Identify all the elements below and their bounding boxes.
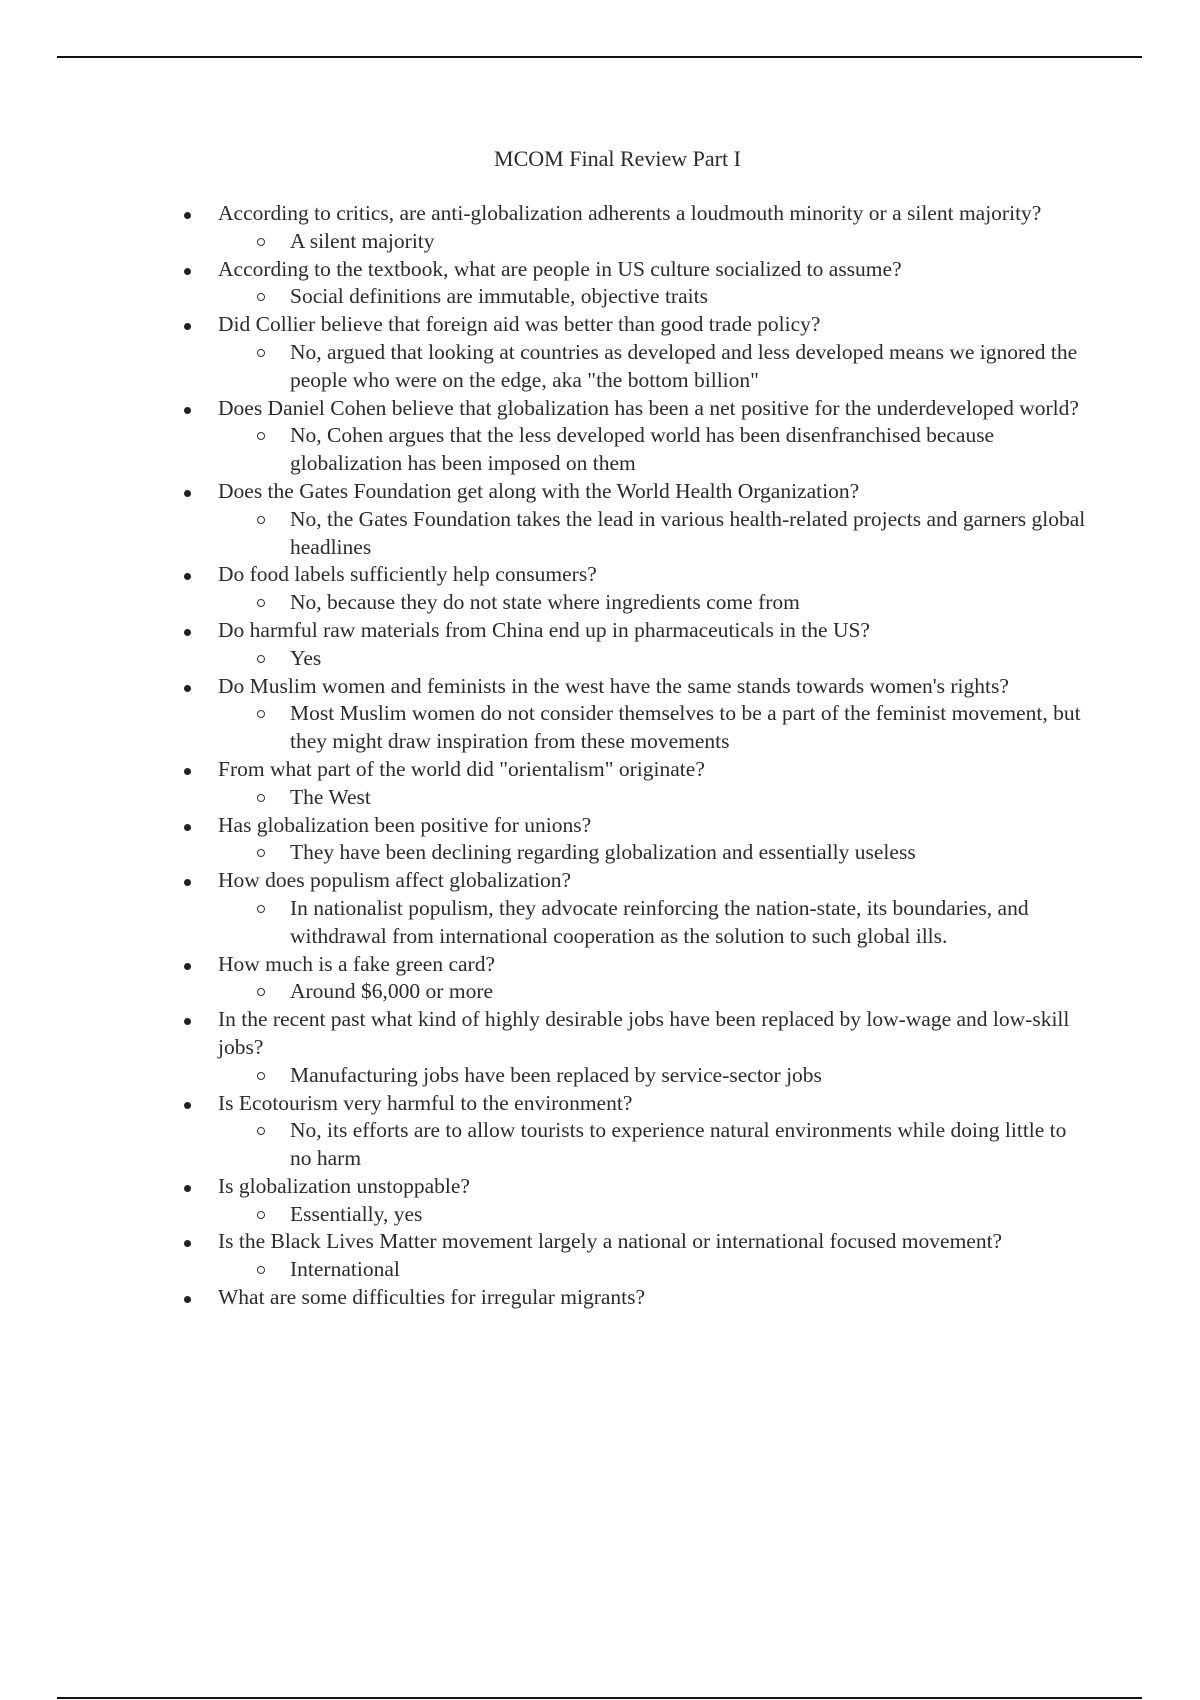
- question-item: [180, 311, 1090, 394]
- question-text: Did Collier believe that foreign aid was better than good trade policy?: [218, 312, 821, 337]
- question-item: [180, 867, 1090, 950]
- answer-item: [290, 1062, 1090, 1090]
- question-text: Is Ecotourism very harmful to the environment?: [218, 1090, 633, 1115]
- filled-bullet-icon: [184, 1018, 191, 1025]
- filled-bullet-icon: [184, 879, 191, 886]
- answer-item: [290, 1117, 1090, 1173]
- answer-list: [218, 1117, 1090, 1173]
- answer-item: [290, 1201, 1090, 1229]
- answer-list: [218, 1062, 1090, 1090]
- question-text: Do Muslim women and feminists in the west have the same stands towards women's rights?: [218, 673, 1009, 698]
- hollow-bullet-icon: [257, 1211, 265, 1219]
- hollow-bullet-icon: [257, 655, 265, 663]
- answer-text: Manufacturing jobs have been replaced by service-sector jobs: [290, 1062, 822, 1087]
- question-item: [180, 1284, 1090, 1312]
- question-item: [180, 756, 1090, 812]
- question-text: How does populism affect globalization?: [218, 868, 572, 893]
- question-item: [180, 1228, 1090, 1284]
- question-text: Do food labels sufficiently help consumers?: [218, 562, 597, 587]
- answer-list: [218, 895, 1090, 951]
- answer-list: [218, 978, 1090, 1006]
- filled-bullet-icon: [184, 490, 191, 497]
- answer-text: Yes: [290, 645, 322, 670]
- hollow-bullet-icon: [257, 599, 265, 607]
- question-item: [180, 1173, 1090, 1229]
- question-item: [180, 200, 1090, 256]
- hollow-bullet-icon: [257, 710, 265, 718]
- answer-item: [290, 506, 1090, 562]
- answer-item: [290, 228, 1090, 256]
- filled-bullet-icon: [184, 212, 191, 219]
- hollow-bullet-icon: [257, 238, 265, 246]
- answer-item: [290, 589, 1090, 617]
- answer-list: [218, 1256, 1090, 1284]
- answer-list: [218, 839, 1090, 867]
- answer-text: No, Cohen argues that the less developed world has been disenfranchised because globalization has been imposed on them: [290, 423, 995, 476]
- question-text: According to critics, are anti-globalization adherents a loudmouth minority or a silent majority?: [218, 201, 1042, 225]
- answer-list: [218, 589, 1090, 617]
- question-text: What are some difficulties for irregular migrants?: [218, 1285, 646, 1310]
- question-item: [180, 256, 1090, 312]
- document-title: MCOM Final Review Part I: [494, 146, 741, 171]
- answer-list: [218, 506, 1090, 562]
- answer-text: International: [290, 1257, 400, 1282]
- question-text: Is the Black Lives Matter movement largely a national or international focused movement?: [218, 1229, 1003, 1254]
- answer-text: No, the Gates Foundation takes the lead in various health-related projects and garners global headlines: [290, 506, 1086, 559]
- answer-text: They have been declining regarding globalization and essentially useless: [290, 840, 916, 865]
- filled-bullet-icon: [184, 1240, 191, 1247]
- question-text: Does the Gates Foundation get along with the World Health Organization?: [218, 478, 860, 503]
- question-text: How much is a fake green card?: [218, 951, 495, 976]
- answer-list: [218, 784, 1090, 812]
- filled-bullet-icon: [184, 1185, 191, 1192]
- answer-item: [290, 784, 1090, 812]
- filled-bullet-icon: [184, 407, 191, 414]
- answer-list: [218, 283, 1090, 311]
- question-text: Do harmful raw materials from China end up in pharmaceuticals in the US?: [218, 617, 870, 642]
- answer-list: [218, 1201, 1090, 1229]
- answer-text: No, its efforts are to allow tourists to experience natural environments while doing little to no harm: [290, 1118, 1067, 1171]
- question-text: Has globalization been positive for unions?: [218, 812, 592, 837]
- answer-text: No, because they do not state where ingredients come from: [290, 590, 800, 615]
- hollow-bullet-icon: [257, 849, 265, 857]
- filled-bullet-icon: [184, 268, 191, 275]
- question-item: [180, 617, 1090, 673]
- filled-bullet-icon: [184, 824, 191, 831]
- answer-text: The West: [290, 784, 371, 809]
- question-text: Is globalization unstoppable?: [218, 1173, 470, 1198]
- answer-text: Around $6,000 or more: [290, 979, 494, 1004]
- question-text: Does Daniel Cohen believe that globalization has been a net positive for the underdeveloped world?: [218, 395, 1079, 420]
- answer-list: [218, 228, 1090, 256]
- filled-bullet-icon: [184, 685, 191, 692]
- filled-bullet-icon: [184, 768, 191, 775]
- filled-bullet-icon: [184, 573, 191, 580]
- bottom-divider: [57, 1697, 1142, 1699]
- question-item: [180, 951, 1090, 1007]
- answer-text: Most Muslim women do not consider themselves to be a part of the feminist movement, but they might draw inspiration from these movements: [290, 701, 1081, 754]
- answer-list: [218, 700, 1090, 756]
- answer-item: [290, 645, 1090, 673]
- question-text: From what part of the world did "orientalism" originate?: [218, 756, 705, 781]
- answer-list: [218, 339, 1090, 395]
- filled-bullet-icon: [184, 963, 191, 970]
- filled-bullet-icon: [184, 1102, 191, 1109]
- filled-bullet-icon: [184, 629, 191, 636]
- question-item: [180, 561, 1090, 617]
- answer-item: [290, 700, 1090, 756]
- answer-list: [218, 422, 1090, 478]
- top-divider: [57, 56, 1142, 58]
- answer-text: In nationalist populism, they advocate reinforcing the nation-state, its boundaries, and withdrawal from international cooperation as the solution to such global ills.: [290, 895, 1029, 948]
- question-item: [180, 478, 1090, 561]
- hollow-bullet-icon: [257, 432, 265, 440]
- answer-item: [290, 839, 1090, 867]
- hollow-bullet-icon: [257, 349, 265, 357]
- question-item: [180, 1006, 1090, 1089]
- filled-bullet-icon: [184, 1296, 191, 1303]
- answer-item: [290, 895, 1090, 951]
- hollow-bullet-icon: [257, 988, 265, 996]
- answer-text: Essentially, yes: [290, 1201, 423, 1226]
- answer-list: [218, 645, 1090, 673]
- question-item: [180, 395, 1090, 478]
- answer-item: [290, 339, 1090, 395]
- answer-item: [290, 283, 1090, 311]
- hollow-bullet-icon: [257, 1072, 265, 1080]
- hollow-bullet-icon: [257, 1127, 265, 1135]
- answer-item: [290, 422, 1090, 478]
- question-list: [180, 200, 1090, 1312]
- answer-text: Social definitions are immutable, objective traits: [290, 284, 708, 309]
- question-item: [180, 673, 1090, 756]
- hollow-bullet-icon: [257, 293, 265, 301]
- question-text: In the recent past what kind of highly desirable jobs have been replaced by low-wage and low-skill jobs?: [218, 1007, 1070, 1059]
- question-item: [180, 812, 1090, 868]
- question-item: [180, 1090, 1090, 1173]
- filled-bullet-icon: [184, 323, 191, 330]
- hollow-bullet-icon: [257, 516, 265, 524]
- answer-item: [290, 1256, 1090, 1284]
- question-text: According to the textbook, what are people in US culture socialized to assume?: [218, 256, 902, 281]
- answer-text: No, argued that looking at countries as developed and less developed means we ignored the people who were on the edge, aka "the bottom billion": [290, 339, 1078, 392]
- answer-item: [290, 978, 1090, 1006]
- hollow-bullet-icon: [257, 905, 265, 913]
- hollow-bullet-icon: [257, 1266, 265, 1274]
- hollow-bullet-icon: [257, 794, 265, 802]
- answer-text: A silent majority: [290, 228, 435, 253]
